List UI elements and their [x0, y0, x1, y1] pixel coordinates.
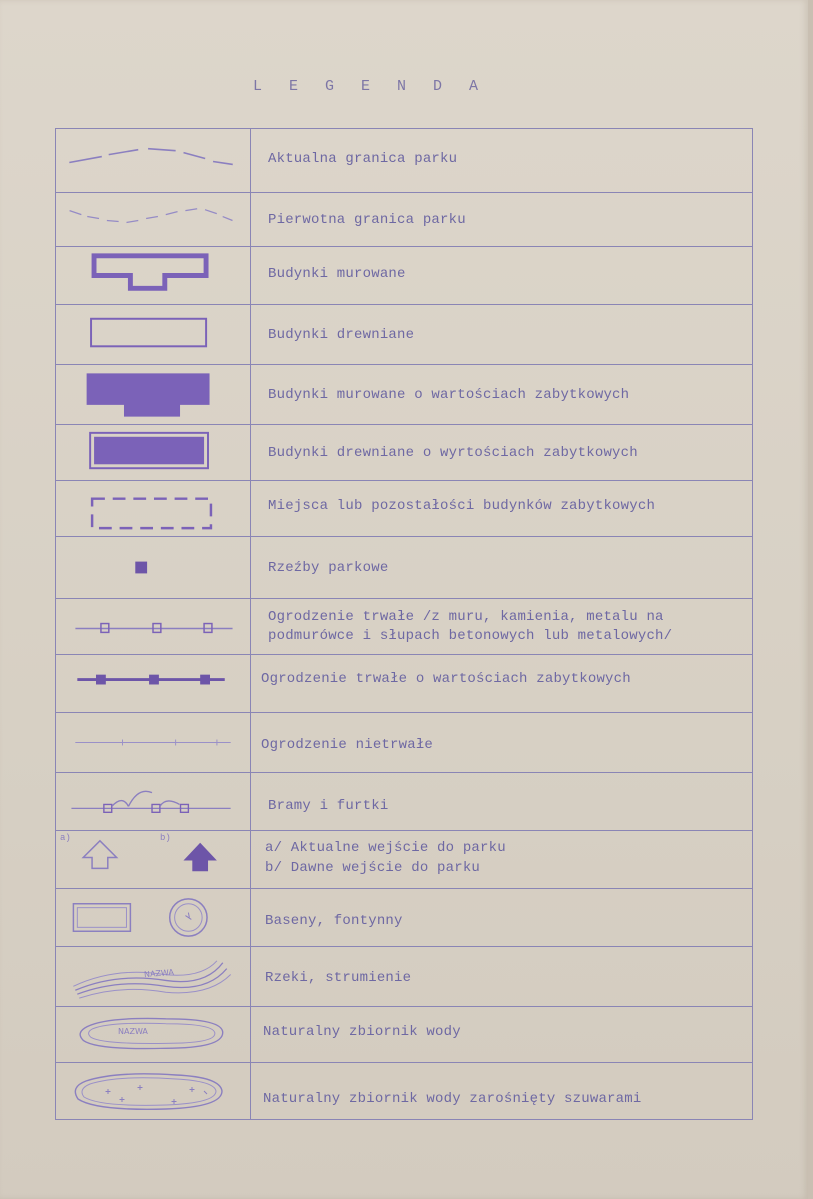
brick-building-symbol [56, 247, 250, 304]
legend-label: Budynki murowane [268, 266, 406, 282]
legend-label: a/ Aktualne wejście do parku [265, 840, 506, 856]
gates-symbol [56, 773, 250, 830]
historic-wooden-building-symbol [56, 425, 250, 480]
legend-label: Rzeki, strumienie [265, 970, 412, 986]
legend-label: Budynki murowane o wartościach zabytkowych [268, 387, 630, 403]
legend-label: Naturalny zbiornik wody zarośnięty szuwarami [263, 1091, 642, 1107]
historic-brick-building-symbol [56, 365, 250, 424]
legend-row [56, 599, 752, 655]
legend-row [56, 193, 752, 247]
legend-label: Miejsca lub pozostałości budynków zabytkowych [268, 498, 656, 514]
entrance-symbols [56, 831, 250, 888]
permanent-fence-symbol [56, 599, 250, 654]
legend-row [56, 365, 752, 425]
former-entrance-arrow-icon [183, 843, 216, 872]
legend-row [56, 305, 752, 365]
legend-label: Pierwotna granica parku [268, 212, 466, 228]
legend-label: Budynki drewniane [268, 327, 415, 343]
historic-fence-symbol [56, 655, 250, 712]
temporary-fence-symbol [56, 713, 250, 772]
river-symbol [56, 947, 250, 1006]
legend-row [56, 481, 752, 537]
legend-label: Ogrodzenie nietrwałe [261, 737, 434, 753]
pools-fountains-symbol [56, 889, 250, 946]
legend-label: Aktualna granica parku [268, 151, 458, 167]
legend-row [56, 1007, 752, 1063]
reservoir-name-placeholder: NAZWA [118, 1027, 148, 1036]
historic-remains-symbol [56, 481, 250, 536]
legend-row [56, 773, 752, 831]
legend-row [56, 247, 752, 305]
legend-label: Ogrodzenie trwałe /z muru, kamienia, metalu na [268, 609, 664, 625]
legend-row [56, 537, 752, 599]
legend-row [56, 831, 752, 889]
legend-label: Ogrodzenie trwałe o wartościach zabytkowych [261, 671, 631, 687]
legend-row [56, 655, 752, 713]
legend-label-continued: podmurówce i słupach betonowych lub metalowych/ [268, 628, 673, 644]
legend-label-continued: b/ Dawne wejście do parku [265, 860, 481, 876]
overgrown-reservoir-symbol [56, 1063, 250, 1121]
legend-title: L E G E N D A [252, 78, 488, 95]
symbol-label-b: b) [160, 833, 171, 843]
page-edge [808, 0, 813, 1199]
legend-row [56, 889, 752, 947]
current-entrance-arrow-icon [83, 841, 116, 869]
legend-label: Budynki drewniane o wyrtościach zabytkowych [268, 445, 638, 461]
river-name-placeholder: NAZWA [143, 967, 175, 980]
legend-label: Naturalny zbiornik wody [263, 1024, 461, 1040]
legend-row [56, 713, 752, 773]
legend-row [56, 1063, 752, 1121]
legend-label: Rzeźby parkowe [268, 560, 389, 576]
legend-table [55, 128, 753, 1120]
wooden-building-symbol [56, 305, 250, 364]
legend-row [56, 425, 752, 481]
legend-row [56, 947, 752, 1007]
legend-label: Bramy i furtki [268, 798, 389, 814]
legend-label: Baseny, fontynny [265, 913, 403, 929]
original-boundary-symbol [56, 193, 250, 246]
natural-reservoir-symbol [56, 1007, 250, 1062]
legend-row [56, 129, 752, 193]
current-boundary-symbol [56, 129, 250, 192]
sculpture-symbol [56, 537, 250, 598]
symbol-label-a: a) [60, 833, 71, 843]
